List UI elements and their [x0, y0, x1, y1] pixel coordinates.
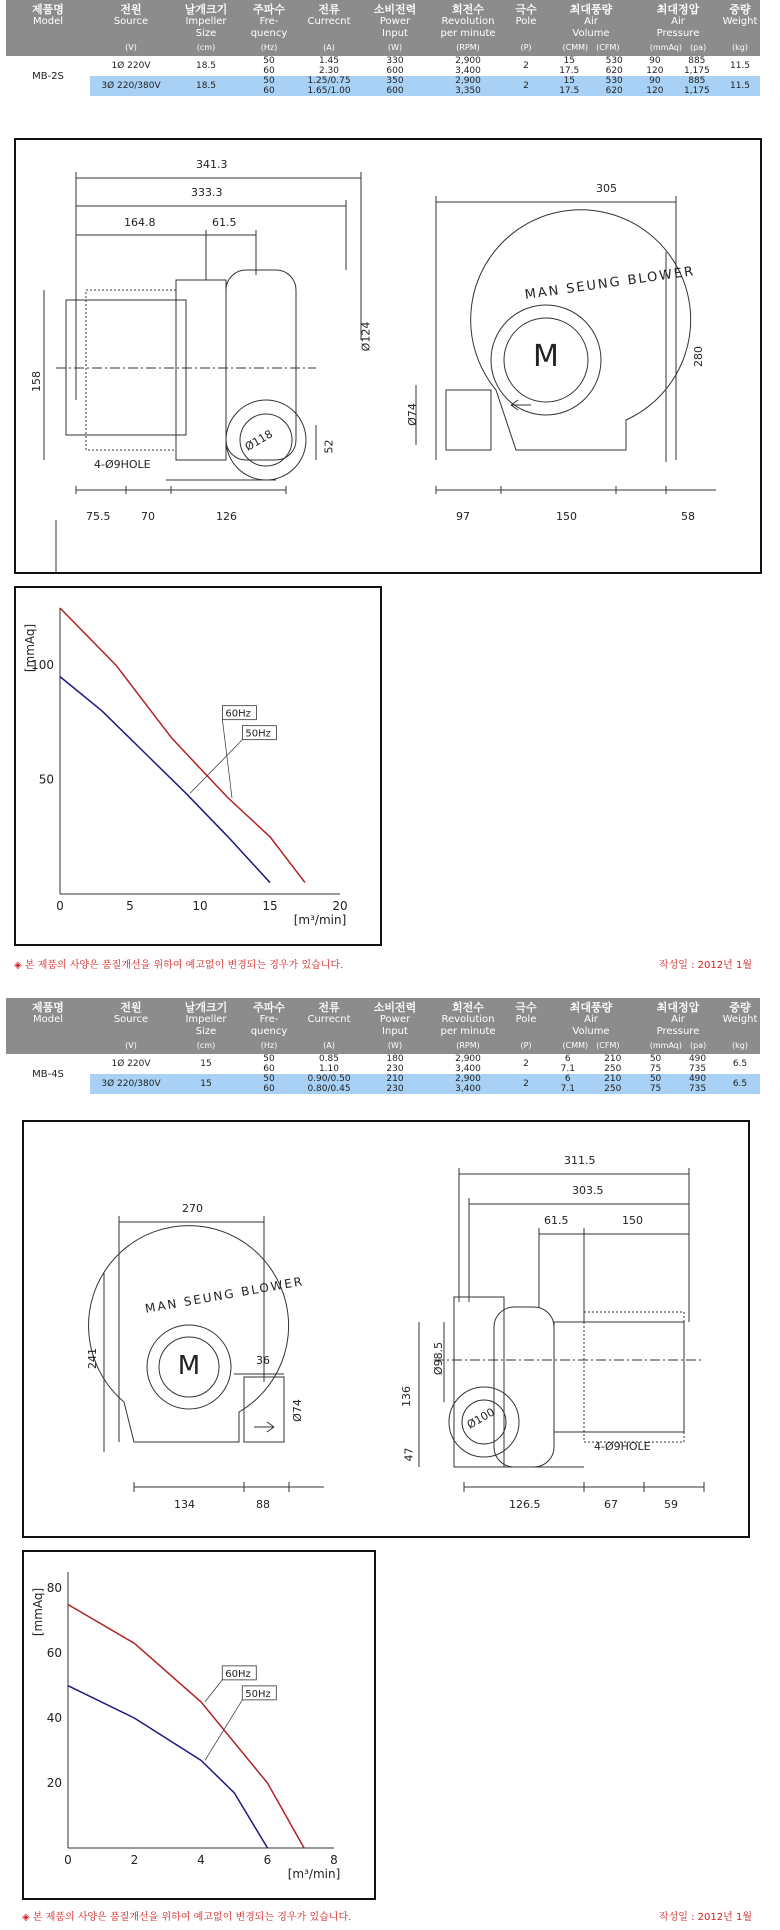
y-tick-label: 60 [46, 1646, 62, 1661]
legend-leader [205, 1700, 242, 1760]
dim-label: Ø74 [405, 403, 419, 426]
dim-label: 4-Ø9HOLE [94, 458, 151, 471]
x-tick-label: 5 [126, 899, 134, 913]
dim-label: 280 [692, 346, 705, 367]
dim-label: 75.5 [86, 510, 111, 523]
chart-svg [16, 588, 380, 944]
dimension-drawing-mb2s [14, 138, 762, 574]
y-tick-label: 20 [46, 1776, 62, 1791]
dim-label: Ø124 [359, 321, 373, 352]
dim-label: 97 [456, 510, 470, 523]
dim-label: 303.5 [572, 1184, 604, 1197]
performance-chart-mb4s [22, 1550, 376, 1900]
dim-label: 59 [664, 1498, 678, 1511]
x-tick-label: 2 [130, 1853, 139, 1867]
dim-label: 126 [216, 510, 237, 523]
drawing-lines [24, 1122, 748, 1536]
dim-label: 164.8 [124, 216, 156, 229]
dim-label: 61.5 [212, 216, 237, 229]
dim-label: 158 [30, 371, 43, 392]
model-name: MB-4S [32, 1068, 64, 1080]
legend-label: 60Hz [225, 1668, 251, 1680]
dim-label: 126.5 [509, 1498, 541, 1511]
dim-label: Ø100 [464, 1405, 497, 1432]
y-tick-label: 40 [46, 1711, 62, 1726]
y-axis-label: [mmAq] [31, 1587, 45, 1637]
dim-label: 52 [322, 439, 336, 454]
dim-label: Ø98.5 [432, 1341, 446, 1376]
series-line-60Hz [68, 1604, 304, 1848]
table-row: 1Ø 220V 18.5 50 60 1.45 2.30 330 600 2,900 3,400 2 15 17.5 530 620 90 120 885 1,175 11.5 [111, 56, 751, 76]
dim-label: 305 [596, 182, 617, 195]
logo-m: M [177, 1351, 201, 1381]
logo-m: M [533, 339, 559, 374]
dim-label: 36 [256, 1354, 270, 1367]
x-axis-label: [m³/min] [293, 913, 347, 927]
dim-label: 134 [174, 1498, 195, 1511]
dim-label: 47 [402, 1447, 416, 1462]
performance-chart-mb2s [14, 586, 382, 946]
y-tick-label: 80 [46, 1581, 62, 1596]
x-tick-label: 4 [197, 1853, 205, 1867]
dim-label: 150 [556, 510, 577, 523]
table-row: 1Ø 220V 15 50 60 0.85 1.10 180 230 2,900 3,400 2 6 7.1 210 250 50 75 490 735 6.5 [111, 1054, 748, 1074]
dimension-drawing-mb4s [22, 1120, 750, 1538]
brand-label: MAN SEUNG BLOWER [523, 264, 697, 303]
dim-label: 341.3 [196, 158, 228, 171]
spec-table-header: 제품명 Model 전원 Source (V) 날개크기 Impeller Size (cm) 주파수 Fre- quency (Hz) 전류 Currecnt (A) 소비전력 Power Input (W) 회전수 Revolution per minute (RPM) 극수 Pole (P) 최대풍량 Air Volume (CMM) (CFM) 최대정압 Air Pressure (mmAq) (pa) 중량 Weight (kg) [6, 998, 760, 1054]
x-tick-label: 10 [192, 899, 208, 913]
legend-label: 50Hz [245, 728, 271, 740]
y-tick-label: 100 [31, 658, 54, 673]
dim-label: 61.5 [544, 1214, 569, 1227]
series-line-60Hz [60, 608, 305, 883]
spec-notice: ◈ 본 제품의 사양은 품질개선을 위하여 예고없이 변경되는 경우가 있습니다. [22, 1912, 352, 1923]
spec-notice: ◈ 본 제품의 사양은 품질개선을 위하여 예고없이 변경되는 경우가 있습니다. [14, 960, 344, 971]
legend-leader [205, 1680, 222, 1702]
x-tick-label: 6 [263, 1853, 272, 1867]
dim-label: 241 [86, 1348, 99, 1369]
x-tick-label: 8 [330, 1853, 338, 1867]
dim-label: Ø74 [290, 1399, 304, 1422]
dim-label: 58 [681, 510, 695, 523]
brand-label: MAN SEUNG BLOWER [144, 1274, 306, 1316]
legend-label: 50Hz [245, 1688, 271, 1700]
spec-table-mb4s [6, 998, 760, 1094]
x-axis-label: [m³/min] [287, 1867, 341, 1881]
series-line-50Hz [68, 1686, 268, 1848]
x-tick-label: 20 [332, 899, 348, 913]
dim-label: 311.5 [564, 1154, 596, 1167]
dim-label: 270 [182, 1202, 203, 1215]
spec-table-body [6, 56, 760, 96]
dim-label: 136 [400, 1386, 413, 1407]
legend-label: 60Hz [225, 708, 251, 720]
date-label: 작성일 : 2012년 1월 [658, 1912, 752, 1923]
model-name: MB-2S [32, 70, 64, 82]
table-row: 3Ø 220/380V 15 50 60 0.90/0.50 0.80/0.45 210 230 2,900 3,400 2 6 7.1 210 250 50 75 490 735 6.5 [90, 1074, 760, 1094]
dim-label: 88 [256, 1498, 270, 1511]
chart-svg [24, 1552, 374, 1898]
dim-label: 333.3 [191, 186, 223, 199]
spec-table-body [6, 1054, 760, 1094]
x-tick-label: 0 [56, 899, 64, 913]
date-label: 작성일 : 2012년 1월 [658, 960, 752, 971]
drawing-lines [16, 140, 760, 572]
spec-table-header: 제품명 Model 전원 Source (V) 날개크기 Impeller Size (cm) 주파수 Fre- quency (Hz) 전류 Currecnt (A) 소비전력 Power Input (W) 회전수 Revolution per minute (RPM) 극수 Pole (P) 최대풍량 Air Volume (CMM) (CFM) 최대정압 Air Pressure (mmAq) (pa) 중량 Weight (kg) [6, 0, 760, 56]
x-tick-label: 15 [262, 899, 278, 913]
x-tick-label: 0 [64, 1853, 72, 1867]
dim-label: 150 [622, 1214, 643, 1227]
spec-table-mb2s [6, 0, 760, 96]
y-tick-label: 50 [38, 772, 54, 787]
dim-label: 67 [604, 1498, 618, 1511]
dim-label: 70 [141, 510, 155, 523]
dim-label: 4-Ø9HOLE [594, 1440, 651, 1453]
dim-label: Ø118 [242, 427, 275, 454]
table-row: 3Ø 220/380V 18.5 50 60 1.25/0.75 1.65/1.00 350 600 2,900 3,350 2 15 17.5 530 620 90 120 885 1,175 11.5 [90, 76, 760, 96]
y-axis-label: [mmAq] [23, 623, 37, 673]
